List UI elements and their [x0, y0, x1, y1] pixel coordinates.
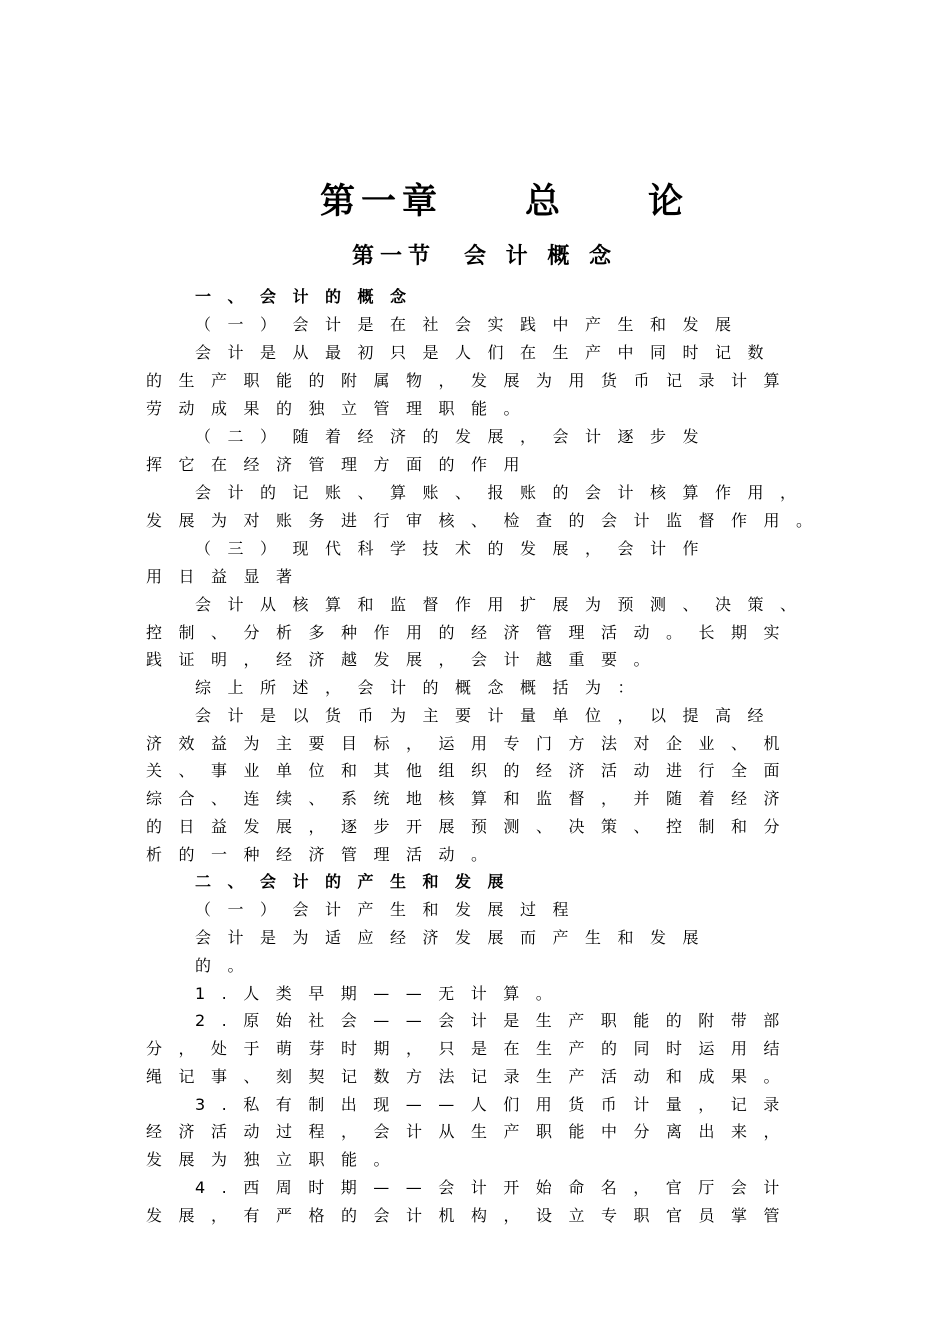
paragraph-line: 济效益为主要目标，运用专门方法对企业、机	[146, 734, 797, 753]
list-item-cont: 分，处于萌芽时期，只是在生产的同时运用结	[146, 1039, 797, 1058]
paragraph-line: 析的一种经济管理活动。	[146, 845, 504, 864]
heading-1: 一、会计的概念	[195, 287, 423, 306]
paragraph-line: 关、事业单位和其他组织的经济活动进行全面	[146, 761, 797, 780]
paragraph-line: 会计的记账、算账、报账的会计核算作用，	[195, 483, 813, 502]
paragraph-line: 综合、连续、系统地核算和监督，并随着经济	[146, 789, 797, 808]
section-title: 第一节 会 计 概 念	[352, 244, 617, 269]
list-item: 1.人类早期——无计算。	[195, 984, 569, 1003]
paragraph-line: 发展为对账务进行审核、检查的会计监督作用。	[146, 511, 829, 530]
chapter-title: 第一章 总 论	[320, 182, 690, 222]
subheading-2-1: （一）会计产生和发展过程	[195, 900, 586, 919]
subheading-1-3: （三）现代科学技术的发展，会计作	[195, 539, 716, 558]
paragraph-line: 的生产职能的附属物，发展为用货币记录计算	[146, 371, 797, 390]
heading-2: 二、会计的产生和发展	[195, 872, 521, 891]
list-item: 2.原始社会——会计是生产职能的附带部	[195, 1011, 796, 1030]
paragraph-line: 会计是以货币为主要计量单位，以提高经	[195, 706, 781, 725]
paragraph-line: 综上所述，会计的概念概括为：	[195, 678, 651, 697]
paragraph-line: 践证明，经济越发展，会计越重要。	[146, 650, 667, 669]
subheading-1-3-cont: 用日益显著	[146, 567, 309, 586]
paragraph-line: 的日益发展，逐步开展预测、决策、控制和分	[146, 817, 797, 836]
paragraph-line: 会计是从最初只是人们在生产中同时记数	[195, 343, 781, 362]
list-item-cont: 绳记事、刻契记数方法记录生产活动和成果。	[146, 1067, 797, 1086]
subheading-1-2: （二）随着经济的发展，会计逐步发	[195, 427, 716, 446]
paragraph-line: 的。	[195, 956, 261, 975]
list-item: 3.私有制出现——人们用货币计量，记录	[195, 1095, 796, 1114]
list-item: 4.西周时期——会计开始命名，官厅会计	[195, 1178, 796, 1197]
list-item-cont: 经济活动过程，会计从生产职能中分离出来，	[146, 1122, 797, 1141]
paragraph-line: 劳动成果的独立管理职能。	[146, 399, 537, 418]
paragraph-line: 会计从核算和监督作用扩展为预测、决策、	[195, 595, 813, 614]
list-item-cont: 发展为独立职能。	[146, 1150, 407, 1169]
paragraph-line: 控制、分析多种作用的经济管理活动。长期实	[146, 623, 797, 642]
subheading-1-2-cont: 挥它在经济管理方面的作用	[146, 455, 537, 474]
subheading-1-1: （一）会计是在社会实践中产生和发展	[195, 315, 748, 334]
list-item-cont: 发展，有严格的会计机构，设立专职官员掌管	[146, 1206, 797, 1225]
paragraph-line: 会计是为适应经济发展而产生和发展	[195, 928, 716, 947]
